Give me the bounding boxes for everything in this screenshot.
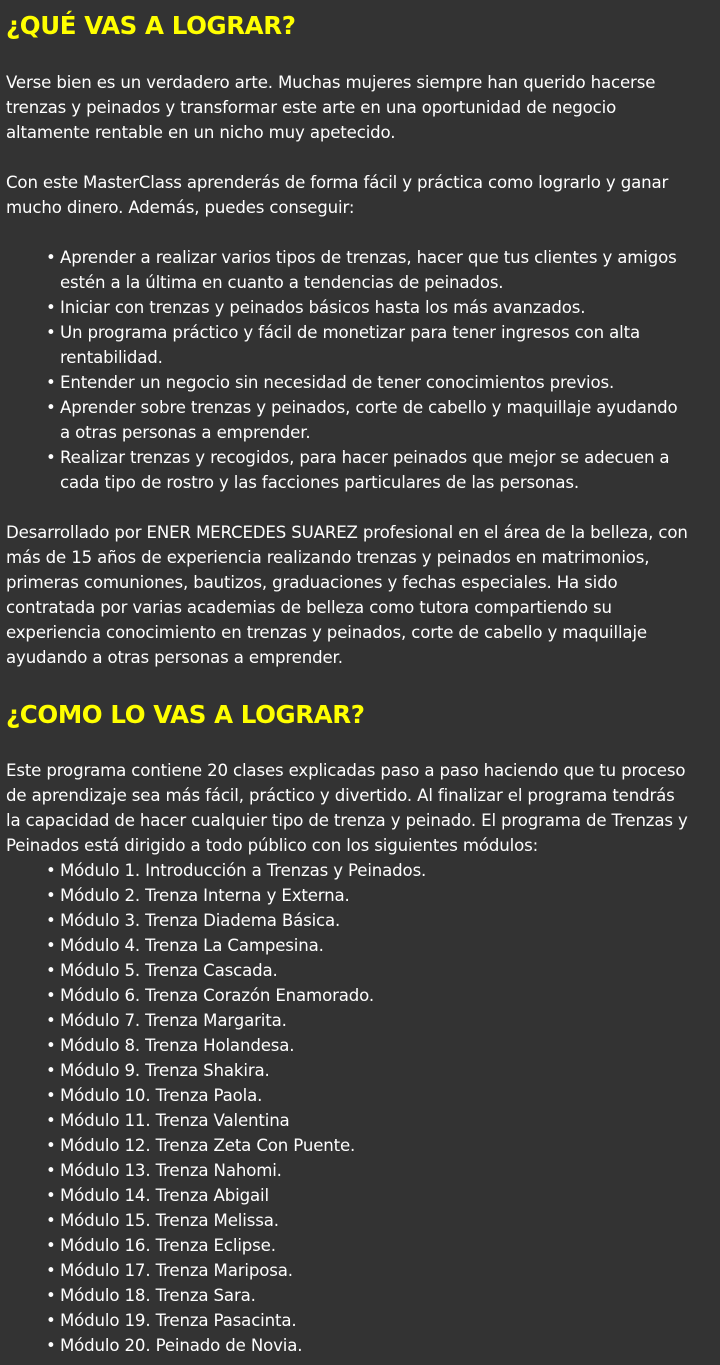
module-item: • Módulo 9. Trenza Shakira. bbox=[46, 1058, 426, 1083]
module-item: • Módulo 1. Introducción a Trenzas y Peinados. bbox=[46, 858, 426, 883]
text-line: altamente rentable en un nicho muy apetecido. bbox=[6, 123, 396, 142]
text-line: Con este MasterClass aprenderás de forma fácil y práctica como lograrlo y ganar bbox=[6, 173, 669, 192]
text-line: cada tipo de rostro y las facciones particulares de las personas. bbox=[60, 473, 580, 492]
text-line: ayudando a otras personas a emprender. bbox=[6, 648, 343, 667]
heading-como-lo-vas-a-lograr: ¿COMO LO VAS A LOGRAR? bbox=[6, 700, 365, 729]
lead-paragraph bbox=[6, 170, 720, 220]
module-item: • Módulo 20. Peinado de Novia. bbox=[46, 1333, 426, 1358]
text-line: trenzas y peinados y transformar este arte en una oportunidad de negocio bbox=[6, 98, 617, 117]
module-item: • Módulo 2. Trenza Interna y Externa. bbox=[46, 883, 426, 908]
module-item: • Módulo 4. Trenza La Campesina. bbox=[46, 933, 426, 958]
module-item: • Módulo 19. Trenza Pasacinta. bbox=[46, 1308, 426, 1333]
module-item: • Módulo 8. Trenza Holandesa. bbox=[46, 1033, 426, 1058]
text-line: primeras comuniones, bautizos, graduaciones y fechas especiales. Ha sido bbox=[6, 573, 618, 592]
text-line: • Un programa práctico y fácil de monetizar para tener ingresos con alta bbox=[60, 323, 640, 342]
text-line: rentabilidad. bbox=[60, 348, 163, 367]
benefits-list bbox=[46, 245, 678, 495]
module-item: • Módulo 7. Trenza Margarita. bbox=[46, 1008, 426, 1033]
module-item: • Módulo 5. Trenza Cascada. bbox=[46, 958, 426, 983]
module-item: • Módulo 14. Trenza Abigail bbox=[46, 1183, 426, 1208]
text-line: a otras personas a emprender. bbox=[60, 423, 311, 442]
intro-paragraph bbox=[6, 70, 720, 145]
module-item: • Módulo 10. Trenza Paola. bbox=[46, 1083, 426, 1108]
module-item: • Módulo 12. Trenza Zeta Con Puente. bbox=[46, 1133, 426, 1158]
module-item: • Módulo 16. Trenza Eclipse. bbox=[46, 1233, 426, 1258]
list-item bbox=[46, 395, 678, 445]
text-line: experiencia conocimiento en trenzas y peinados, corte de cabello y maquillaje bbox=[6, 623, 647, 642]
text-line: • Realizar trenzas y recogidos, para hacer peinados que mejor se adecuen a bbox=[60, 448, 670, 467]
module-item: • Módulo 17. Trenza Mariposa. bbox=[46, 1258, 426, 1283]
list-item bbox=[46, 245, 678, 295]
module-item: • Módulo 15. Trenza Melissa. bbox=[46, 1208, 426, 1233]
text-line: de aprendizaje sea más fácil, práctico y divertido. Al finalizar el programa tendrás bbox=[6, 786, 675, 805]
text-line: mucho dinero. Además, puedes conseguir: bbox=[6, 198, 355, 217]
text-line: contratada por varias academias de belleza como tutora compartiendo su bbox=[6, 598, 612, 617]
program-paragraph bbox=[6, 758, 720, 858]
module-item: • Módulo 6. Trenza Corazón Enamorado. bbox=[46, 983, 426, 1008]
text-line: estén a la última en cuanto a tendencias de peinados. bbox=[60, 273, 504, 292]
text-line: Verse bien es un verdadero arte. Muchas mujeres siempre han querido hacerse bbox=[6, 73, 656, 92]
module-item: • Módulo 3. Trenza Diadema Básica. bbox=[46, 908, 426, 933]
list-item bbox=[46, 445, 678, 495]
text-line: la capacidad de hacer cualquier tipo de trenza y peinado. El programa de Trenzas y bbox=[6, 811, 688, 830]
text-line: • Entender un negocio sin necesidad de tener conocimientos previos. bbox=[60, 373, 615, 392]
module-item: • Módulo 13. Trenza Nahomi. bbox=[46, 1158, 426, 1183]
modules-list bbox=[46, 858, 426, 1358]
heading-que-vas-a-lograr: ¿QUÉ VAS A LOGRAR? bbox=[6, 11, 296, 40]
text-line: Desarrollado por ENER MERCEDES SUAREZ profesional en el área de la belleza, con bbox=[6, 523, 688, 542]
text-line: • Aprender sobre trenzas y peinados, corte de cabello y maquillaje ayudando bbox=[60, 398, 678, 417]
module-item: • Módulo 11. Trenza Valentina bbox=[46, 1108, 426, 1133]
list-item bbox=[46, 320, 678, 370]
text-line: Peinados está dirigido a todo público con los siguientes módulos: bbox=[6, 836, 539, 855]
text-line: más de 15 años de experiencia realizando trenzas y peinados en matrimonios, bbox=[6, 548, 650, 567]
text-line: • Aprender a realizar varios tipos de trenzas, hacer que tus clientes y amigos bbox=[60, 248, 677, 267]
author-paragraph bbox=[6, 520, 720, 670]
text-line: • Iniciar con trenzas y peinados básicos hasta los más avanzados. bbox=[60, 298, 586, 317]
module-item: • Módulo 18. Trenza Sara. bbox=[46, 1283, 426, 1308]
text-line: Este programa contiene 20 clases explicadas paso a paso haciendo que tu proceso bbox=[6, 761, 686, 780]
list-item bbox=[46, 295, 678, 320]
list-item bbox=[46, 370, 678, 395]
